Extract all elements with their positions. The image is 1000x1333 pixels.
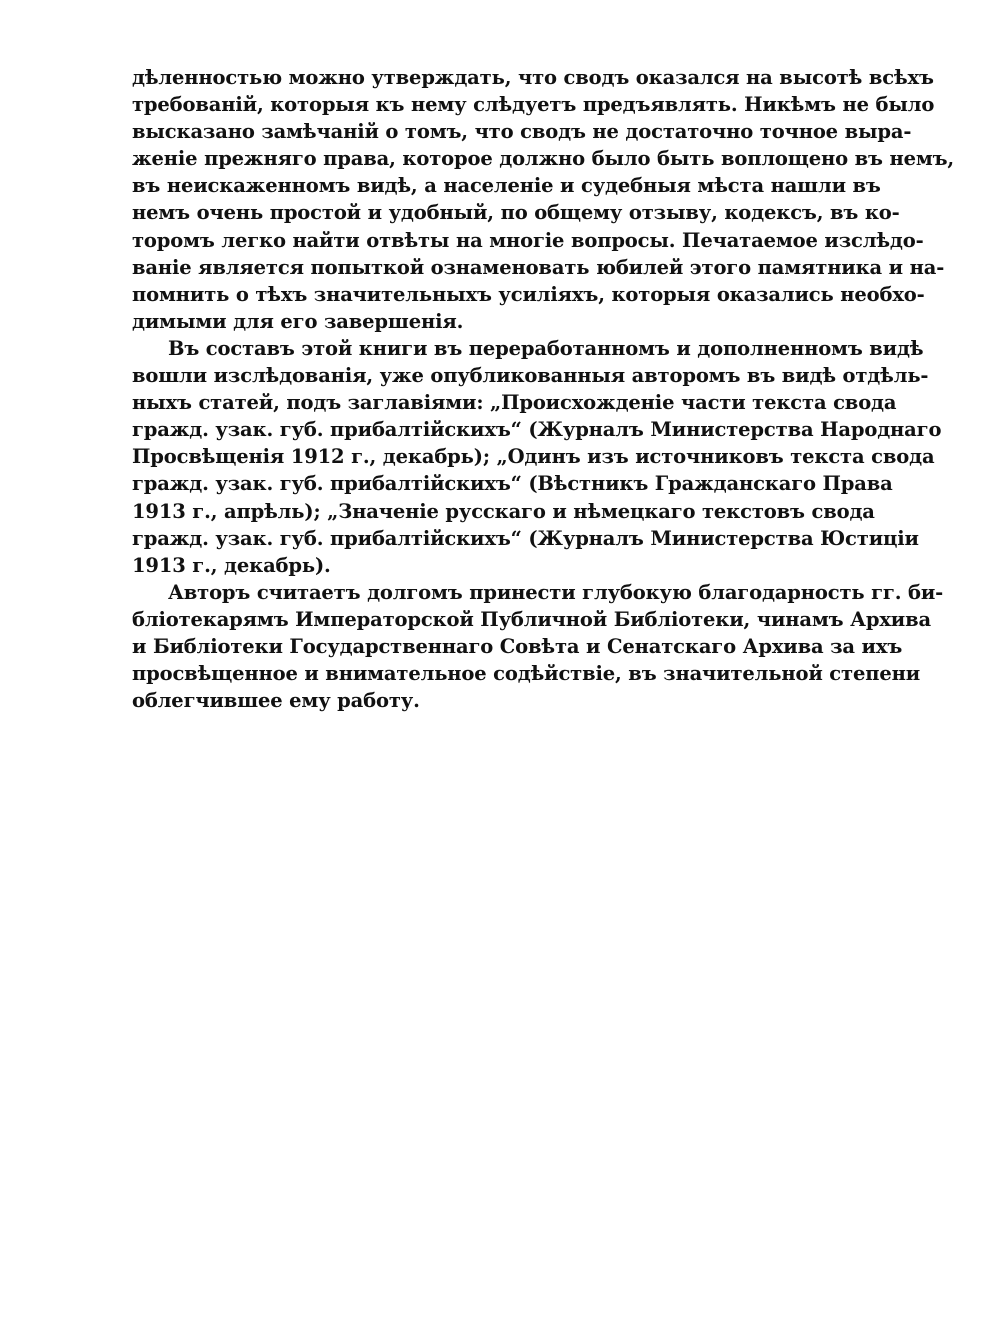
text-line: просвѣщенное и внимательное содѣйствіе, въ значительной степени: [132, 662, 921, 686]
text-line: 1913 г., апрѣль); „Значеніе русскаго и нѣмецкаго текстовъ свода: [132, 499, 875, 523]
text-line: немъ очень простой и удобный, по общему отзыву, кодексъ, въ ко-: [132, 201, 900, 225]
text-line: дѣленностью можно утверждать, что сводъ оказался на высотѣ всѣхъ: [132, 66, 934, 89]
text-line: женіе прежняго права, которое должно было быть воплощено въ немъ,: [132, 147, 955, 171]
paragraph-3: [132, 579, 944, 714]
text-line: ваніе является попыткой ознаменовать юбилей этого памятника и на-: [132, 255, 945, 279]
paragraph-1: [132, 64, 955, 335]
text-line: Авторъ считаетъ долгомъ принести глубокую благодарность гг. би-: [168, 580, 944, 604]
text-line: вошли изслѣдованія, уже опубликованныя авторомъ въ видѣ отдѣль-: [132, 364, 929, 388]
text-line: гражд. узак. губ. прибалтійскихъ“ (Журналъ Министерства Народнаго: [132, 418, 942, 442]
text-line: Въ составъ этой книги въ переработанномъ и дополненномъ видѣ: [168, 336, 924, 360]
text-line: гражд. узак. губ. прибалтійскихъ“ (Вѣстникъ Гражданскаго Права: [132, 472, 893, 496]
paragraph-2: [132, 335, 942, 579]
text-line: гражд. узак. губ. прибалтійскихъ“ (Журналъ Министерства Юстиціи: [132, 526, 919, 550]
text-line: облегчившее ему работу.: [132, 689, 420, 713]
text-line: бліотекарямъ Императорской Публичной Библіотеки, чинамъ Архива: [132, 607, 931, 631]
text-line: 1913 г., декабрь).: [132, 553, 331, 577]
text-line: помнить о тѣхъ значительныхъ усиліяхъ, которыя оказались необхо-: [132, 282, 925, 306]
text-line: требованій, которыя къ нему слѣдуетъ предъявлять. Никѣмъ не было: [132, 93, 935, 117]
text-line: димыми для его завершенія.: [132, 309, 464, 333]
text-line: и Библіотеки Государственнаго Совѣта и Сенатскаго Архива за ихъ: [132, 634, 903, 658]
text-line: въ неискаженномъ видѣ, а населеніе и судебныя мѣста нашли въ: [132, 174, 881, 198]
text-line: торомъ легко найти отвѣты на многіе вопросы. Печатаемое изслѣдо-: [132, 228, 924, 252]
text-line: высказано замѣчаній о томъ, что сводъ не достаточно точное выра-: [132, 120, 912, 144]
text-line: Просвѣщенія 1912 г., декабрь); „Одинъ изъ источниковъ текста свода: [132, 445, 935, 469]
body-text: [132, 64, 955, 714]
text-line: ныхъ статей, подъ заглавіями: „Происхожденіе части текста свода: [132, 391, 897, 415]
